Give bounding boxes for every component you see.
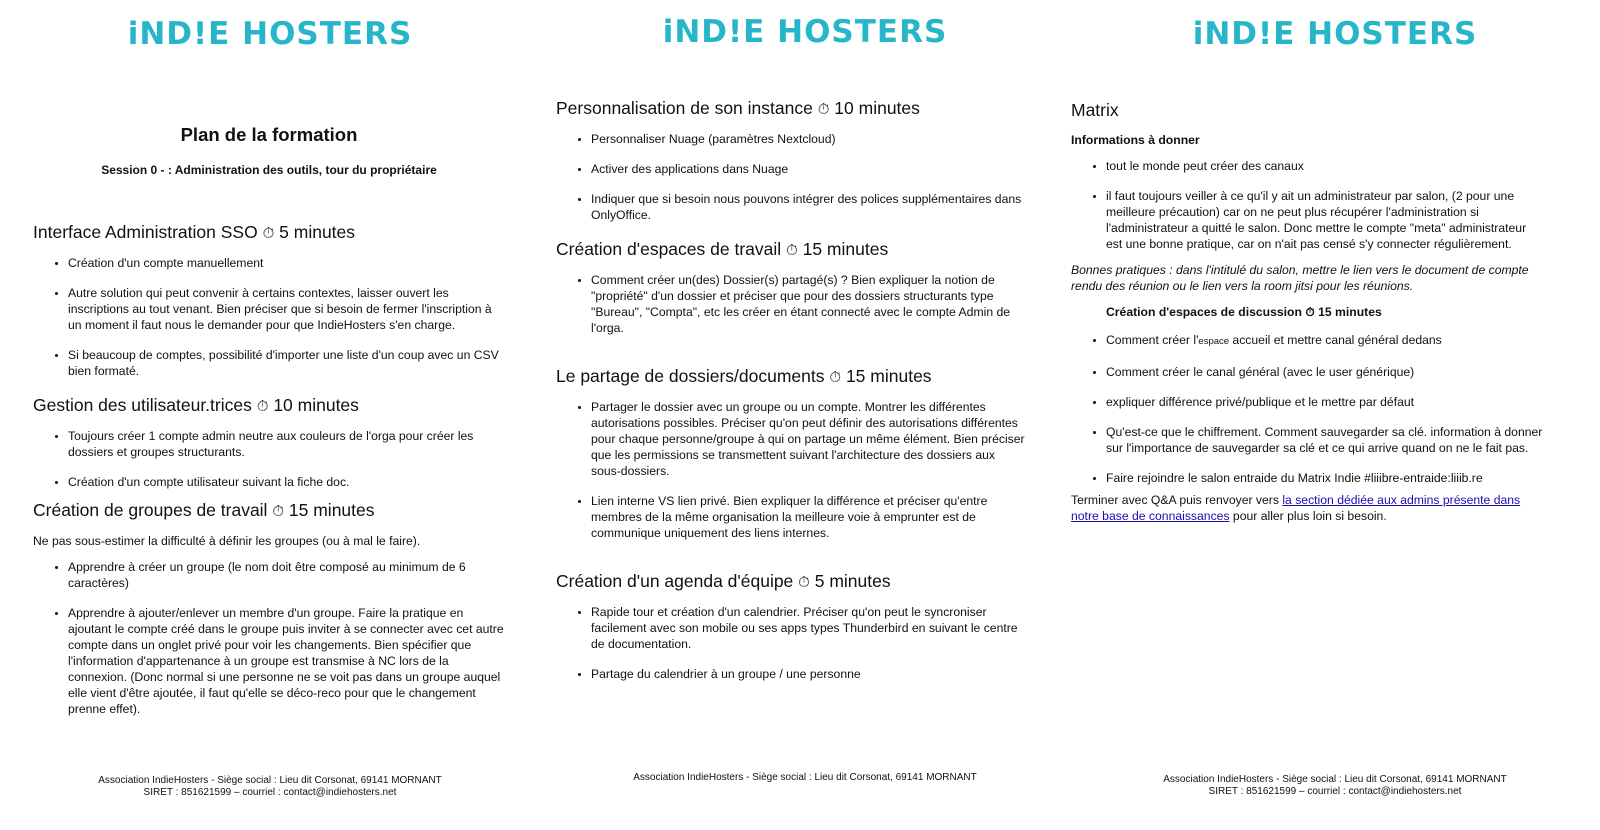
sso-list xyxy=(33,255,505,379)
footer-line-2: SIRET : 851621599 – courriel : contact@indiehosters.net xyxy=(1208,786,1462,797)
page-3-content xyxy=(1071,98,1543,534)
footer-line-1: Association IndieHosters - Siège social : Lieu dit Corsonat, 69141 MORNANT xyxy=(98,775,442,786)
stopwatch-icon: ⏱ xyxy=(256,397,269,415)
footer-line-1: Association IndieHosters - Siège social : Lieu dit Corsonat, 69141 MORNANT xyxy=(633,772,977,783)
list-item: • Apprendre à ajouter/enlever un membre d'un groupe. Faire la pratique en ajoutant le compte créé dans le groupe puis inviter à se connecter avec cet autre compte dans un onglet privé pour voir les changements. Bien spécifier que l'information d'appartenance à un groupe est transmise à NC lors de la connexion. (Donc normal si une personne ne se voit pas dans un groupe auquel elle vient d'être ajoutée, il faut qu'elle se déco-reco pour que le changement prenne effet). xyxy=(68,605,505,717)
list-item: • il faut toujours veiller à ce qu'il y ait un administrateur par salon, (2 pour une meilleure précaution) car on ne peut plus récupérer l'administration si l'administrateur a quitté le salon. Donc mettre le compte "meta" administrateur est une bonne pratique, car on n'ait pas censé s'y connecter régulièrement. xyxy=(1106,188,1543,252)
stopwatch-icon: ⏱ xyxy=(272,502,285,520)
stopwatch-icon: ⏱ xyxy=(1305,305,1315,319)
page-2 xyxy=(540,0,1070,830)
list-item: • Toujours créer 1 compte admin neutre aux couleurs de l'orga pour créer les dossiers et groupes structurants. xyxy=(68,428,505,460)
stopwatch-icon: ⏱ xyxy=(786,241,798,259)
sharing-list xyxy=(556,399,1028,541)
list-item: • Faire rejoindre le salon entraide du Matrix Indie #liiibre-entraide:liiib.re xyxy=(1106,470,1543,486)
list-item: • Personnaliser Nuage (paramètres Nextcloud) xyxy=(591,131,1028,147)
page-1 xyxy=(0,0,540,830)
good-practice-note: Bonnes pratiques : dans l'intitulé du salon, mettre le lien vers le document de compte rendu des réunion ou le lien vers la room jitsi pour les réunions. xyxy=(1071,263,1529,293)
list-item: • Création d'un compte utilisateur suivant la fiche doc. xyxy=(68,474,505,490)
list-item: • Création d'un compte manuellement xyxy=(68,255,505,271)
page-footer xyxy=(540,772,1070,784)
stopwatch-icon: ⏱ xyxy=(829,368,842,386)
page-2-content xyxy=(556,96,1028,696)
discussion-list xyxy=(1071,332,1543,486)
page-footer xyxy=(0,775,540,799)
list-item: • Rapide tour et création d'un calendrier. Préciser qu'on peut le syncroniser facilement avec son mobile ou ses apps types Thunderbird en suivant le centre de documentation. xyxy=(591,604,1028,652)
page-3 xyxy=(1070,0,1600,830)
groups-list xyxy=(33,559,505,717)
footer-line-2: SIRET : 851621599 – courriel : contact@indiehosters.net xyxy=(143,787,397,798)
stopwatch-icon: ⏱ xyxy=(262,224,275,242)
section-heading-discussion: Création d'espaces de discussion ⏱ 15 minutes xyxy=(1106,305,1382,319)
session-subtitle: Session 0 - : Administration des outils, tour du propriétaire xyxy=(101,163,437,177)
list-item: • Activer des applications dans Nuage xyxy=(591,161,1028,177)
list-item: • Partage du calendrier à un groupe / une personne xyxy=(591,666,1028,682)
calendar-list xyxy=(556,604,1028,682)
list-item: • Lien interne VS lien privé. Bien expliquer la différence et préciser qu'entre membres de la même organisation la meilleure voie à emprunter est de communique uniquement des liens internes. xyxy=(591,493,1028,541)
list-item: • tout le monde peut créer des canaux xyxy=(1106,158,1543,174)
list-item: • Autre solution qui peut convenir à certains contextes, laisser ouvert les inscriptions au tout venant. Bien préciser que si besoin de fermer l'inscription à un moment il faut nous le demander pour que IndieHosters s'en charge. xyxy=(68,285,505,333)
knowledge-base-link[interactable]: la section dédiée aux admins présente dans notre base de connaissances xyxy=(1071,493,1521,523)
section-heading-workspaces: Création d'espaces de travail ⏱ 15 minutes xyxy=(556,239,889,259)
section-heading-instance: Personnalisation de son instance ⏱ 10 minutes xyxy=(556,98,920,118)
footer-line-1: Association IndieHosters - Siège social : Lieu dit Corsonat, 69141 MORNANT xyxy=(1163,774,1507,785)
groups-intro: Ne pas sous-estimer la difficulté à définir les groupes (ou à mal le faire). xyxy=(33,534,421,548)
list-item: • Comment créer le canal général (avec le user générique) xyxy=(1106,364,1543,380)
list-item: • Indiquer que si besoin nous pouvons intégrer des polices supplémentaires dans OnlyOffice. xyxy=(591,191,1028,223)
indiehosters-logo: iND!E HOSTERS xyxy=(1192,16,1478,52)
section-heading-sso: Interface Administration SSO ⏱ 5 minutes xyxy=(33,222,356,242)
page-1-content xyxy=(33,122,505,731)
list-item: • Qu'est-ce que le chiffrement. Comment sauvegarder sa clé. information à donner sur l'importance de sauvegarder sa clé et ce qui arrive quand on ne le fait pas. xyxy=(1106,424,1543,456)
list-item: • Apprendre à créer un groupe (le nom doit être composé au minimum de 6 caractères) xyxy=(68,559,505,591)
list-item: • Comment créer l'espace accueil et mettre canal général dedans xyxy=(1106,332,1543,350)
users-list xyxy=(33,428,505,490)
indiehosters-logo: iND!E HOSTERS xyxy=(127,16,413,52)
section-heading-sharing: Le partage de dossiers/documents ⏱ 15 minutes xyxy=(556,366,932,386)
list-item: • Comment créer un(des) Dossier(s) partagé(s) ? Bien expliquer la notion de "propriété" d'un dossier et préciser que pour des dossiers structurants type "Bureau", "Compta", etc les créer en étant connecté avec le compte Admin de l'orga. xyxy=(591,272,1028,336)
document-title: Plan de la formation xyxy=(180,124,358,145)
stopwatch-icon: ⏱ xyxy=(798,573,810,591)
info-label: Informations à donner xyxy=(1071,133,1200,147)
section-heading-matrix: Matrix xyxy=(1071,100,1119,120)
page-footer xyxy=(1070,774,1600,798)
instance-list xyxy=(556,131,1028,223)
list-item: • expliquer différence privé/publique et le mettre par défaut xyxy=(1106,394,1543,410)
section-heading-calendar: Création d'un agenda d'équipe ⏱ 5 minutes xyxy=(556,571,891,591)
indiehosters-logo: iND!E HOSTERS xyxy=(662,14,948,50)
section-heading-groups: Création de groupes de travail ⏱ 15 minutes xyxy=(33,500,375,520)
stopwatch-icon: ⏱ xyxy=(817,100,830,118)
section-heading-users: Gestion des utilisateur.trices ⏱ 10 minutes xyxy=(33,395,359,415)
list-item: • Partager le dossier avec un groupe ou un compte. Montrer les différentes autorisations possibles. Préciser qu'on peut définir des autorisations différentes pour chaque personne/groupe à qui on partage un même élément. Bien préciser que les permissions se transmettent suivant l'architecture des dossiers aux sous-dossiers. xyxy=(591,399,1028,479)
closing-paragraph: Terminer avec Q&A puis renvoyer vers la section dédiée aux admins présente dans notre base de connaissances pour aller plus loin si besoin. xyxy=(1071,493,1521,523)
info-list xyxy=(1071,158,1543,252)
list-item: • Si beaucoup de comptes, possibilité d'importer une liste d'un coup avec un CSV bien formaté. xyxy=(68,347,505,379)
workspaces-list xyxy=(556,272,1028,336)
